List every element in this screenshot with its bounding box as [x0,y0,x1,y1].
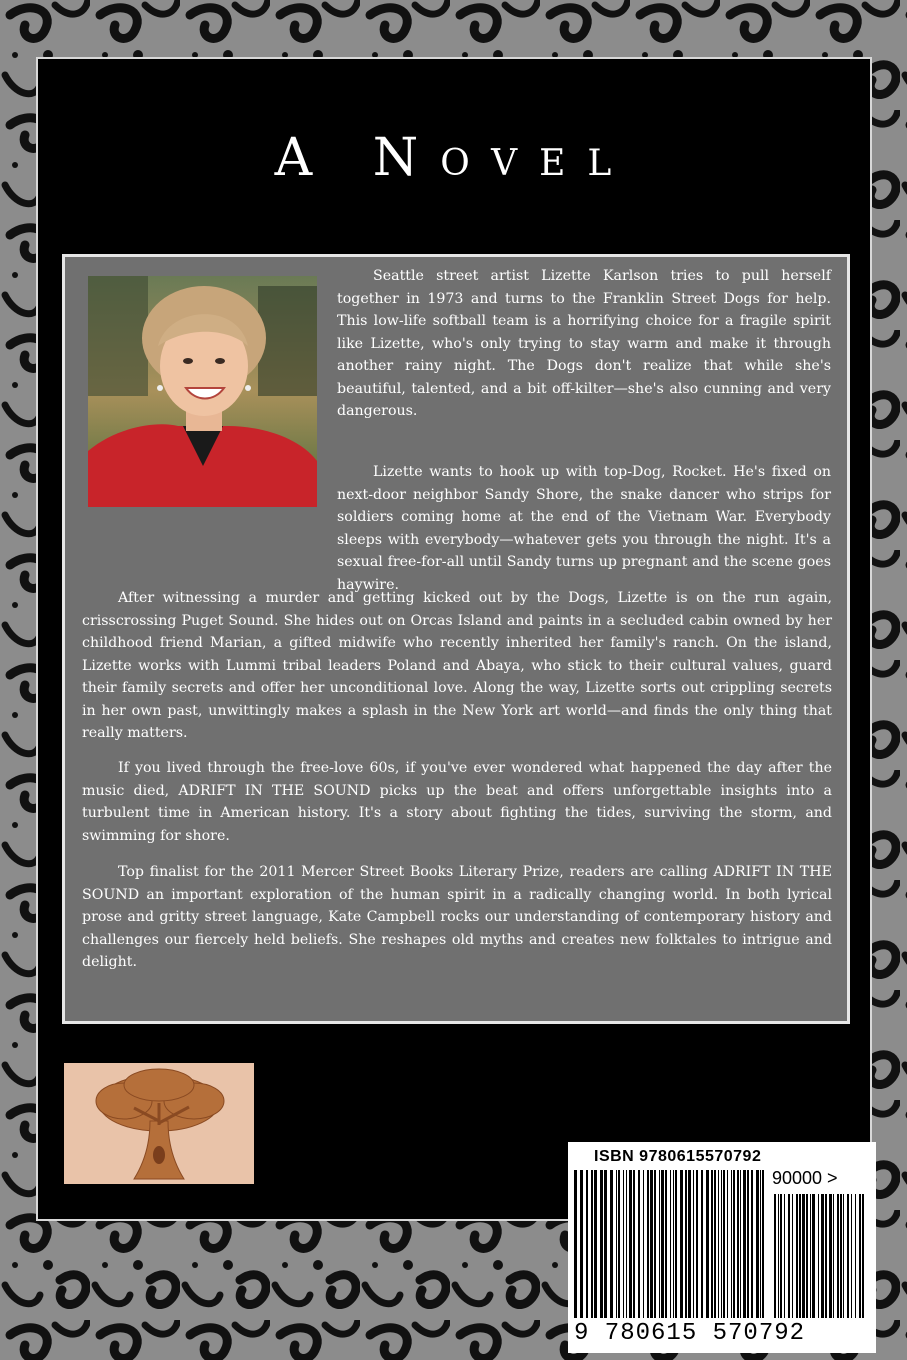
barcode-stripe [714,1170,716,1318]
barcode-stripe [616,1170,617,1318]
barcode-stripe [706,1170,709,1318]
barcode-stripe [670,1170,671,1318]
barcode-stripe [618,1170,620,1318]
barcode-stripe [792,1194,793,1318]
barcode-bars [574,1170,766,1318]
barcode-stripe [673,1170,674,1318]
barcode-stripe [833,1194,834,1318]
barcode-stripe [747,1170,749,1318]
barcode-stripe [675,1170,677,1318]
barcode-stripe [701,1170,703,1318]
price-barcode-bars [774,1194,864,1318]
barcode-stripe [629,1170,632,1318]
barcode-stripe [685,1170,687,1318]
barcode-stripe [840,1194,842,1318]
synopsis-paragraph-5: Top finalist for the 2011 Mercer Street Books Literary Prize, readers are calling ADRIFT IN THE SOUND an important exploration of the human spirit in a radically changing world. In both lyrical prose and gritty street language, Kate Campbell rocks our understanding of contemporary history and challenges our fiercely held beliefs. She reshapes old myths and creates new folktales to intrigue and delight. [82,864,832,970]
barcode-stripe [762,1170,764,1318]
barcode-stripe [574,1170,577,1318]
barcode-stripe [802,1194,805,1318]
barcode-stripe [610,1170,613,1318]
barcode-stripe [778,1194,779,1318]
isbn-barcode [568,1142,876,1353]
barcode-stripe [665,1170,667,1318]
barcode-stripe [825,1194,827,1318]
isbn-digits: 9 780615 570792 [574,1320,806,1347]
barcode-stripe [623,1170,624,1318]
barcode-stripe [733,1170,735,1318]
barcode-stripe [600,1170,603,1318]
barcode-stripe [855,1194,856,1318]
barcode-stripe [594,1170,597,1318]
author-photo [88,276,317,507]
barcode-stripe [638,1170,640,1318]
barcode-stripe [696,1170,698,1318]
barcode-stripe [810,1194,811,1318]
barcode-stripe [727,1170,728,1318]
barcode-stripe [812,1194,815,1318]
barcode-stripe [851,1194,852,1318]
barcode-stripe [654,1170,656,1318]
barcode-stripe [723,1170,725,1318]
barcode-stripe [751,1170,753,1318]
barcode-stripe [843,1194,844,1318]
barcode-stripe [821,1194,824,1318]
barcode-stripe [847,1194,849,1318]
synopsis-paragraph-3: After witnessing a murder and getting kicked out by the Dogs, Lizette is on the run again, crisscrossing Puget Sound. She hides out on Orcas Island and paints in a secluded cabin owned by her childhood friend Marian, a gifted midwife who recently inherited her family's ranch. On the island, Lizette works with Lummi tribal leaders Poland and Abaya, who stick to their cultural values, guard their family secrets and offer her unconditional love. Along the way, Lizette sorts out crippling secrets in her own past, unwittingly makes a splash in the New York art world—and finds the only thing that really matters. [82,590,832,741]
tree-logo-icon [64,1063,254,1184]
barcode-stripe [693,1170,694,1318]
barcode-stripe [688,1170,691,1318]
synopsis-paragraph-4: If you lived through the free-love 60s, if you've ever wondered what happened the day after the music died, ADRIFT IN THE SOUND picks up the beat and offers unforgettable insights into a turbulent time in American history. It's a story about fighting the tides, surviving the storm, and swimming for shore. [82,760,832,844]
barcode-stripe [591,1170,593,1318]
barcode-stripe [661,1170,664,1318]
synopsis-paragraph-1: Seattle street artist Lizette Karlson tries to pull herself together in 1973 and turns to the Franklin Street Dogs for help. This low-life softball team is a horrifying choice for a fragile spirit like Lizette, who's only trying to stay warm and make it through another rainy night. The Dogs don't realize that while she's beautiful, talented, and a bit off-kilter—she's also cunning and very dangerous. [337,268,831,419]
barcode-stripe [859,1194,861,1318]
barcode-stripe [580,1170,583,1318]
barcode-stripe [586,1170,588,1318]
barcode-stripe [659,1170,660,1318]
barcode-stripe [862,1194,864,1318]
barcode-stripe [718,1170,719,1318]
barcode-stripe [721,1170,722,1318]
barcode-stripe [604,1170,607,1318]
barcode-stripe [711,1170,713,1318]
cover-title: A Novel [274,128,634,188]
barcode-stripe [796,1194,798,1318]
barcode-stripe [743,1170,746,1318]
barcode-stripe [647,1170,649,1318]
barcode-stripe [643,1170,644,1318]
barcode-stripe [784,1194,785,1318]
barcode-stripe [780,1194,782,1318]
barcode-stripe [799,1194,801,1318]
barcode-stripe [680,1170,683,1318]
synopsis-paragraph-2: Lizette wants to hook up with top-Dog, Rocket. He's fixed on next-door neighbor Sandy Shore, the snake dancer who strips for soldiers coming home at the end of the Vietnam War. Everybody sleeps with everybody—whatever gets you through the night. It's a sexual free-for-all until Sandy turns up pregnant and the scene goes haywire. [337,464,831,593]
barcode-stripe [788,1194,790,1318]
barcode-stripe [774,1194,776,1318]
barcode-stripe [829,1194,832,1318]
barcode-stripe [650,1170,653,1318]
barcode-stripe [806,1194,808,1318]
barcode-stripe [756,1170,759,1318]
barcode-stripe [837,1194,839,1318]
price-code: 90000 > [772,1168,838,1188]
barcode-stripe [633,1170,635,1318]
barcode-stripe [737,1170,739,1318]
barcode-stripe [760,1170,761,1318]
barcode-stripe [740,1170,741,1318]
barcode-stripe [626,1170,627,1318]
barcode-stripe [818,1194,819,1318]
isbn-label: ISBN 9780615570792 [594,1148,762,1165]
barcode-stripe [731,1170,732,1318]
